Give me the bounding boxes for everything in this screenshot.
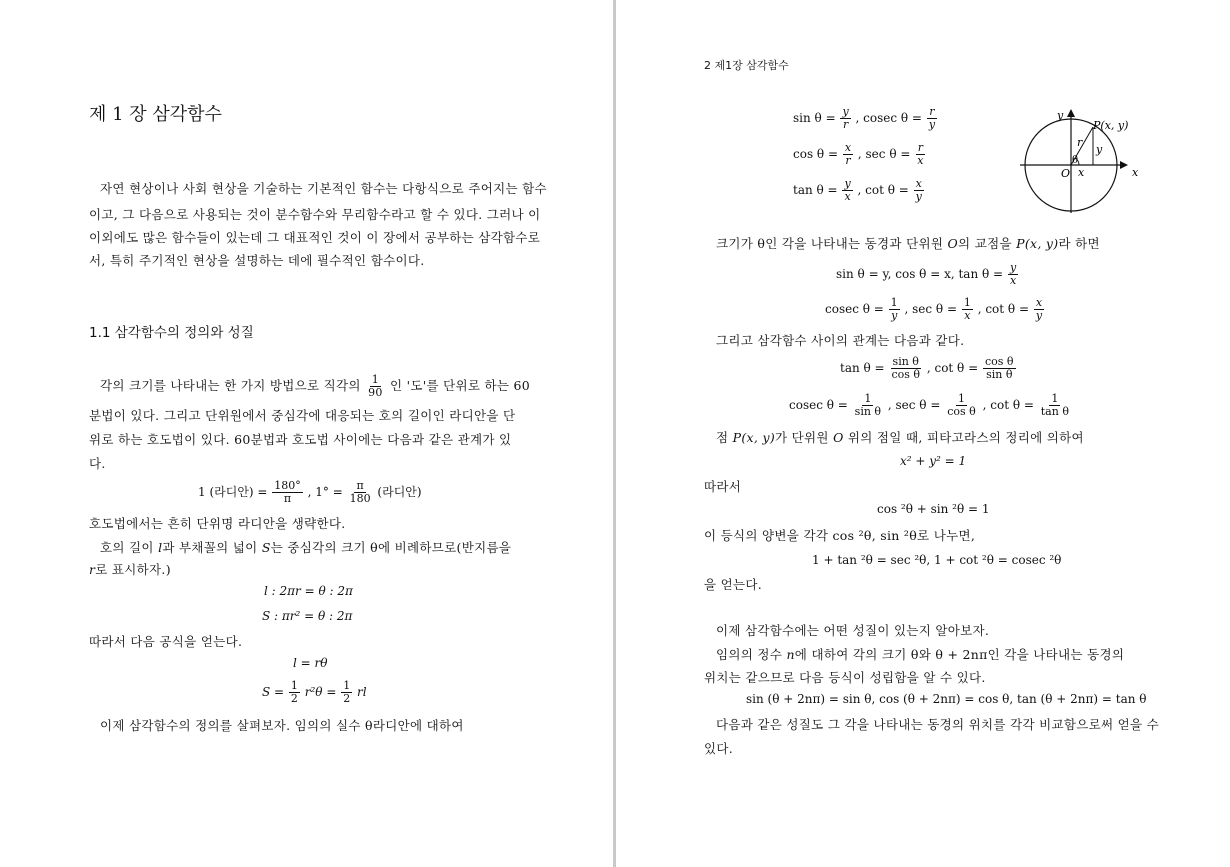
paragraph-unit-circle: 크기가 θ인 각을 나타내는 동경과 단위원 O의 교점을 P(x, y)라 하면 — [716, 236, 1100, 251]
unit-circle-reciprocals: cosec θ = $\frac{1}{y}$ , sec θ = $\frac{1}{x}$ , cot θ = $\frac{x}{y}$ — [825, 296, 1043, 322]
right-page — [616, 0, 1230, 867]
def-tan-cot: tan θ = $\frac{y}{x}$ , cot θ = $\frac{x}{y}$ — [793, 177, 922, 203]
paragraph-integer: 임의의 정수 n에 대하여 각의 크기 θ와 θ + 2nπ인 각을 나타내는 동경의 — [716, 647, 1125, 662]
def-sin-cosec: sin θ = $\frac{y}{r}$ , cosec θ = $\frac{r}{y}$ — [793, 105, 936, 131]
paragraph-obtain: 을 얻는다. — [704, 577, 763, 592]
fig-theta-label: θ — [1072, 155, 1079, 166]
paragraph-compare: 다음과 같은 성질도 그 각을 나타내는 동경의 위치를 각각 비교함으로써 얻을 수 — [716, 717, 1160, 732]
area-proportion-equation: S : πr² = θ : 2π — [262, 609, 353, 623]
paragraph-properties: 이제 삼각함수에는 어떤 성질이 있는지 알아보자. — [716, 623, 990, 638]
paragraph-divide: 이 등식의 양변을 각각 cos ²θ, sin ²θ로 나누면, — [704, 528, 976, 543]
paragraph-relations: 그리고 삼각함수 사이의 관계는 다음과 같다. — [716, 333, 965, 348]
chapter-title: 제 1 장 삼각함수 — [89, 104, 222, 125]
paragraph-degree: 각의 크기를 나타내는 한 가지 방법으로 직각의 $\frac{1}{90}$ 인 '도'를 단위로 하는 60 — [100, 373, 531, 399]
paragraph-line: 위로 하는 호도법이 있다. 60분법과 호도법 사이에는 다음과 같은 관계가 있 — [89, 432, 512, 447]
paragraph-therefore: 따라서 — [704, 479, 742, 494]
derived-identities: 1 + tan ²θ = sec ²θ, 1 + cot ²θ = cosec ²θ — [812, 553, 1062, 567]
arc-proportion-equation: l : 2πr = θ : 2π — [264, 584, 353, 598]
fig-origin-label: O — [1061, 167, 1071, 180]
fig-seg-x-label: x — [1078, 166, 1085, 179]
fig-point-label: P(x, y) — [1093, 119, 1129, 132]
periodicity-equation: sin (θ + 2nπ) = sin θ, cos (θ + 2nπ) = cos θ, tan (θ + 2nπ) = tan θ — [746, 692, 1147, 706]
paragraph-position: 위치는 같으므로 다음 등식이 성립함을 알 수 있다. — [704, 670, 986, 685]
y-axis-arrow — [1067, 109, 1075, 117]
section-title: 1.1 삼각함수의 정의와 성질 — [89, 325, 254, 341]
paragraph-arc: 호의 길이 l과 부채꼴의 넓이 S는 중심각의 크기 θ에 비례하므로(반지름을 — [100, 540, 512, 555]
fig-seg-r-label: r — [1077, 136, 1083, 149]
paragraph-formula: 따라서 다음 공식을 얻는다. — [89, 634, 243, 649]
unit-circle-figure — [1016, 105, 1146, 217]
pythagorean-identity: cos ²θ + sin ²θ = 1 — [877, 502, 990, 516]
reciprocal-relations: cosec θ = $\frac{1}{\text{sin θ}}$ , sec θ = $\frac{1}{\text{cos θ}}$ , cot θ = $\frac{1}{\text{tan θ}}$ — [789, 392, 1069, 418]
paragraph-definition: 이제 삼각함수의 정의를 살펴보자. 임의의 실수 θ라디안에 대하여 — [100, 718, 464, 733]
paragraph-radius: r로 표시하자.) — [89, 562, 171, 577]
paragraph-end: 있다. — [704, 741, 734, 756]
intro-line-2: 이고, 그 다음으로 사용되는 것이 분수함수와 무리함수라고 할 수 있다. 그러나 이 — [89, 207, 541, 222]
x-axis-arrow — [1120, 161, 1128, 169]
fig-seg-y-label: y — [1096, 143, 1103, 156]
radian-equation: 1 (라디안) = $\frac{180^\circ}{\pi}$ , 1° = $\frac{\pi}{180}$ (라디안) — [198, 479, 422, 505]
intro-line-1: 자연 현상이나 사회 현상을 기술하는 기본적인 함수는 다항식으로 주어지는 함수 — [100, 181, 547, 196]
unit-circle-values: sin θ = y, cos θ = x, tan θ = $\frac{y}{x}$ — [836, 261, 1017, 287]
fig-x-label: x — [1132, 166, 1139, 179]
paragraph-line: 다. — [89, 456, 106, 471]
running-header: 2 제1장 삼각함수 — [704, 59, 789, 72]
tan-cot-relation: tan θ = $\frac{\text{sin θ}}{\text{cos θ}}$ , cot θ = $\frac{\text{cos θ}}{\text{sin θ}}$ — [840, 355, 1014, 381]
circle-equation: x² + y² = 1 — [900, 454, 967, 468]
paragraph-omit: 호도법에서는 흔히 단위명 라디안을 생략한다. — [89, 516, 346, 531]
arc-length-equation: l = rθ — [293, 656, 328, 670]
def-cos-sec: cos θ = $\frac{x}{r}$ , sec θ = $\frac{r}{x}$ — [793, 141, 924, 167]
paragraph-line: 분법이 있다. 그리고 단위원에서 중심각에 대응되는 호의 길이인 라디안을 단 — [89, 408, 516, 423]
left-page — [0, 0, 613, 867]
sector-area-equation: S = $\frac{1}{2}$ r²θ = $\frac{1}{2}$ rl — [262, 679, 367, 705]
intro-line-4: 서, 특히 주기적인 현상을 설명하는 데에 필수적인 함수이다. — [89, 253, 425, 268]
paragraph-pythagoras: 점 P(x, y)가 단위원 O 위의 점일 때, 피타고라스의 정리에 의하여 — [716, 430, 1084, 445]
intro-line-3: 이외에도 많은 함수들이 있는데 그 대표적인 것이 이 장에서 공부하는 삼각함수로 — [89, 230, 541, 245]
fig-y-label: y — [1057, 109, 1064, 122]
fraction-1-90: $\frac{1}{90}$ — [368, 373, 383, 399]
